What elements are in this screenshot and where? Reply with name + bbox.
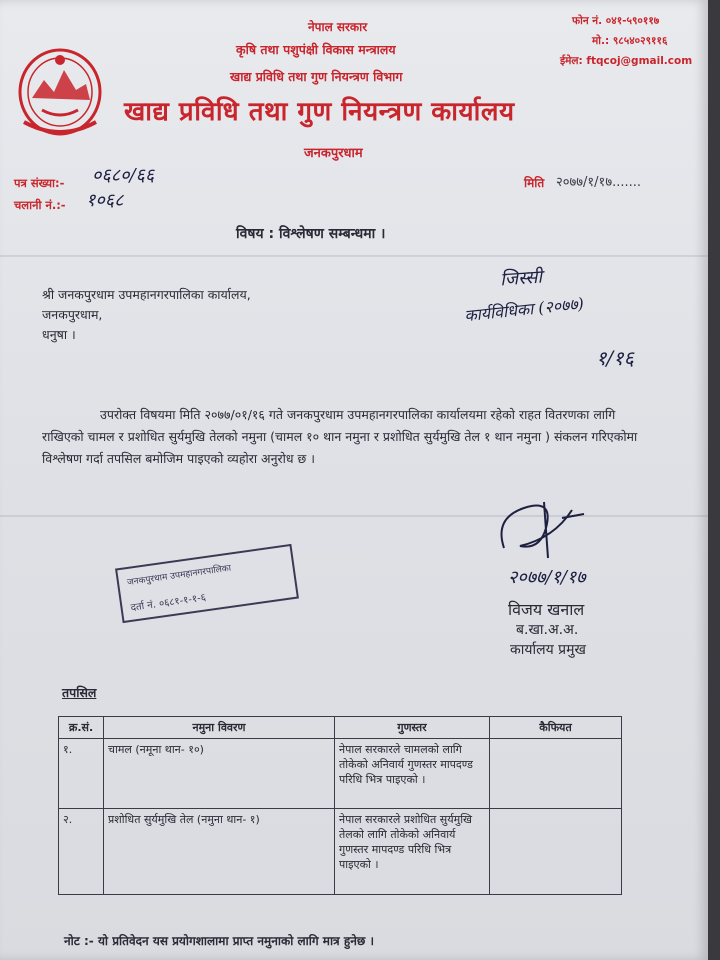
subject-line: विषय : विश्लेषण सम्बन्धमा । [236,226,386,242]
date-value: २०७७/१/१७....... [556,175,642,190]
handwritten-note-line-1: जिस्सी [499,266,543,291]
paper-fold [0,255,708,257]
letter-no-label: पत्र संख्या:- [14,176,65,190]
recipient-line-2: जनकपुरधाम, [42,307,103,322]
letter-no-value: ०६८०/६६ [92,165,155,186]
nepal-government-emblem-icon [14,40,106,140]
row-remarks [490,739,622,809]
signatory-name: विजय खनाल [508,600,585,619]
header-quality: गुणस्तर [335,717,490,739]
footer-note: नोट :- यो प्रतिवेदन यस प्रयोगशालामा प्राप्त नमुनाको लागि मात्र हुनेछ । [64,934,375,948]
recipient-line-3: धनुषा । [42,327,76,342]
row-remarks [490,809,622,895]
signature-scribble [484,488,594,568]
email-label: ईमेल: ftqcoj@gmail.com [560,55,693,67]
signature-date: २०७७/१/१७ [508,567,586,588]
signatory-title: ब.खा.अ.अ. [516,622,579,638]
table-row [59,809,622,895]
paper-fold [0,515,708,517]
recipient-line-1: श्री जनकपुरधाम उपमहानगरपालिका कार्यालय, [42,287,251,302]
row-sn: २. [59,809,104,895]
dispatch-no-value: १०६८ [86,190,124,211]
office-title: खाद्य प्रविधि तथा गुण नियन्त्रण कार्यालय [124,97,515,127]
phone-label: फोन नं. ०४१-५९०११७ [572,15,660,27]
table-header-row [59,717,622,739]
header-remarks: कैफियत [490,717,622,739]
results-table [58,716,622,895]
department-label: खाद्य प्रविधि तथा गुण नियन्त्रण विभाग [230,69,403,84]
row-quality: नेपाल सरकारले चामलको लागि तोकेको अनिवार्य गुणस्तर मापदण्ड परिधि भित्र पाइएको । [335,739,490,809]
dispatch-no-label: चलानी नं.:- [14,198,66,212]
gov-label: नेपाल सरकार [308,20,368,34]
header-sample: नमुना विवरण [104,717,335,739]
table-heading: तपसिल [62,685,97,700]
handwritten-note-line-2: कार्यविधिका (२०७७) [463,293,585,326]
registration-stamp [115,544,299,623]
table-row [59,739,622,809]
handwritten-note-line-3: १/१६ [596,346,634,370]
signatory-designation: कार्यालय प्रमुख [510,642,586,658]
ministry-label: कृषि तथा पशुपंक्षी विकास मन्त्रालय [236,42,396,57]
body-paragraph: उपरोक्त विषयमा मिति २०७७/०१/१६ गते जनकपुरधाम उपमहानगरपालिका कार्यालयमा रहेको राहत वितरणका लागि राखिएको चामल र प्रशोधित सुर्यमुखि तेलको नमुना (चामल १० थान नमुना र प्रशोधित सुर्यमुखि तेल १ थान नमुना ) संकलन गरिएकोमा विश्लेषण गर्दा तपसिल बमोजिम पाइएको व्यहोरा अनुरोध छ । [42,407,638,466]
row-quality: नेपाल सरकारले प्रशोधित सुर्यमुखि तेलको लागि तोकेको अनिवार्य गुणस्तर मापदण्ड परिधि भित्र पाइएको । [335,809,490,895]
row-sample: प्रशोधित सुर्यमुखि तेल (नमुना थान- १) [104,809,335,895]
mobile-label: मो.: ९८५४०२९११६ [592,35,668,47]
row-sample: चामल (नमूना थान- १०) [104,739,335,809]
stamp-line-2: दर्ता नं. ०६८१-१-१-६ [129,592,207,614]
date-label: मिति [524,176,545,190]
row-sn: १. [59,739,104,809]
header-sn: क्र.सं. [59,717,104,739]
stamp-line-1: जनकपुरधाम उपमहानगरपालिका [126,563,232,589]
city-label: जनकपुरधाम [304,146,363,161]
